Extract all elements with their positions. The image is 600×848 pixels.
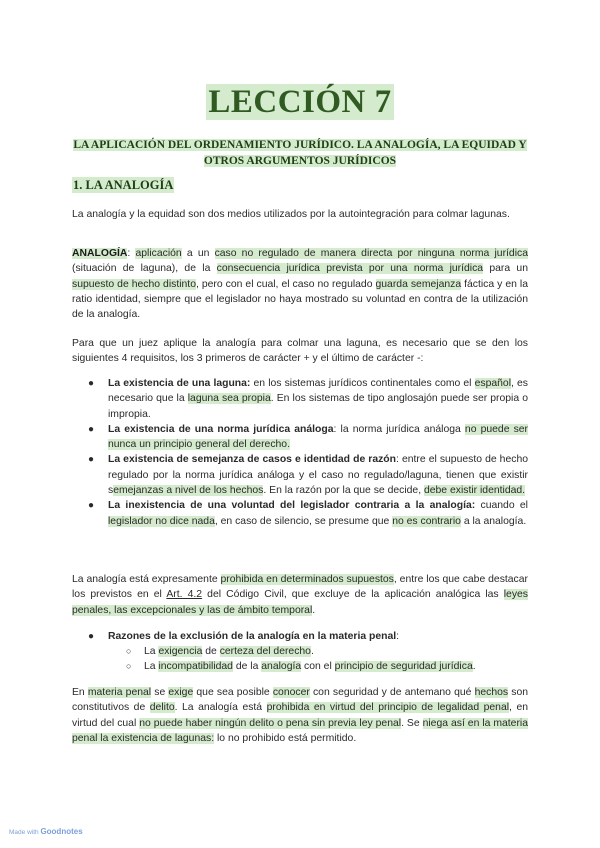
- bullet-icon: ●: [88, 423, 95, 435]
- bullet-icon: ●: [88, 378, 95, 389]
- paragraph-intro: La analogía y la equidad son dos medios utilizados por la autointegración para colmar lagunas.: [72, 209, 510, 220]
- paragraph-definition: ANALOGÍA: aplicación a un caso no regulado de manera directa por ninguna norma jurídica (situación de laguna), de la consecuencia jurídica prevista por una norma jurídica para un supuesto de hecho distinto, pero con el cual, el caso no regulado guarda semejanza fáctica y en la ratio identidad, siempre que el legislador no haya mostrado su voluntad en contra de la utilización de la analogía.: [72, 248, 528, 321]
- bullet-icon: ●: [88, 454, 95, 466]
- list-item: ● Razones de la exclusión de la analogía en la materia penal:: [72, 629, 528, 644]
- list-item: ● La existencia de semejanza de casos e identidad de razón: entre el supuesto de hecho regulado por la norma jurídica análoga y el caso no regulado/laguna, tienen que existir semejanzas a nivel de los hechos. En la razón por la que se decide, debe existir identidad.: [88, 454, 528, 497]
- subtitle-line-1: LA APLICACIÓN DEL ORDENAMIENTO JURÍDICO. LA ANALOGÍA, LA EQUIDAD Y: [73, 139, 527, 151]
- circle-bullet-icon: ○: [126, 661, 132, 672]
- bullet-icon: ●: [88, 631, 95, 642]
- list-item: ● La inexistencia de una voluntad del legislador contraria a la analogía: cuando el legislador no dice nada, en caso de silencio, se presume que no es contrario a la analogía.: [88, 500, 528, 527]
- bullet-icon: ●: [88, 500, 95, 512]
- requirements-list: [72, 376, 528, 529]
- section-heading: 1. LA ANALOGÍA: [73, 178, 174, 192]
- exclusion-sublist: [72, 644, 528, 675]
- sublist-item: ○ La exigencia de certeza del derecho.: [72, 644, 528, 659]
- list-item: ● La existencia de una norma jurídica análoga: la norma jurídica análoga no puede ser nunca un principio general del derecho.: [88, 423, 528, 451]
- list-item: ● La existencia de una laguna: en los sistemas jurídicos continentales como el español, es necesario que la laguna sea propia. En los sistemas de tipo anglosajón puede ser propia o impropia.: [88, 378, 529, 420]
- goodnotes-watermark: Made with Goodnotes: [9, 827, 83, 836]
- sublist-item: ○ La incompatibilidad de la analogía con el principio de seguridad jurídica.: [72, 659, 528, 674]
- exclusion-reasons-list: [72, 629, 528, 644]
- lesson-title: LECCIÓN 7: [208, 84, 392, 120]
- term-analogia: ANALOGÍA: [72, 248, 128, 259]
- article-reference: Art. 4.2: [166, 589, 203, 601]
- lesson-subtitle: [60, 137, 540, 169]
- paragraph-penal: En materia penal se exige que sea posible conocer con seguridad y de antemano qué hechos son constitutivos de delito. La analogía está prohibida en virtud del principio de legalidad penal, en virtud del cual no puede haber ningún delito o pena sin previa ley penal. Se niega así en la materia penal la existencia de lagunas: lo no prohibido está permitido.: [72, 687, 529, 744]
- subtitle-line-2: OTROS ARGUMENTOS JURÍDICOS: [203, 155, 397, 167]
- paragraph-prohibition: La analogía está expresamente prohibida en determinados supuestos, entre los que cabe destacar los previstos en el Art. 4.2 del Código Civil, que excluye de la aplicación analógica las leyes penales, las excepcionales y las de ámbito temporal.: [72, 574, 528, 616]
- paragraph-requirements: Para que un juez aplique la analogía para colmar una laguna, es necesario que se den los siguientes 4 requisitos, los 3 primeros de carácter + y el último de carácter -:: [72, 338, 528, 365]
- circle-bullet-icon: ○: [126, 646, 132, 656]
